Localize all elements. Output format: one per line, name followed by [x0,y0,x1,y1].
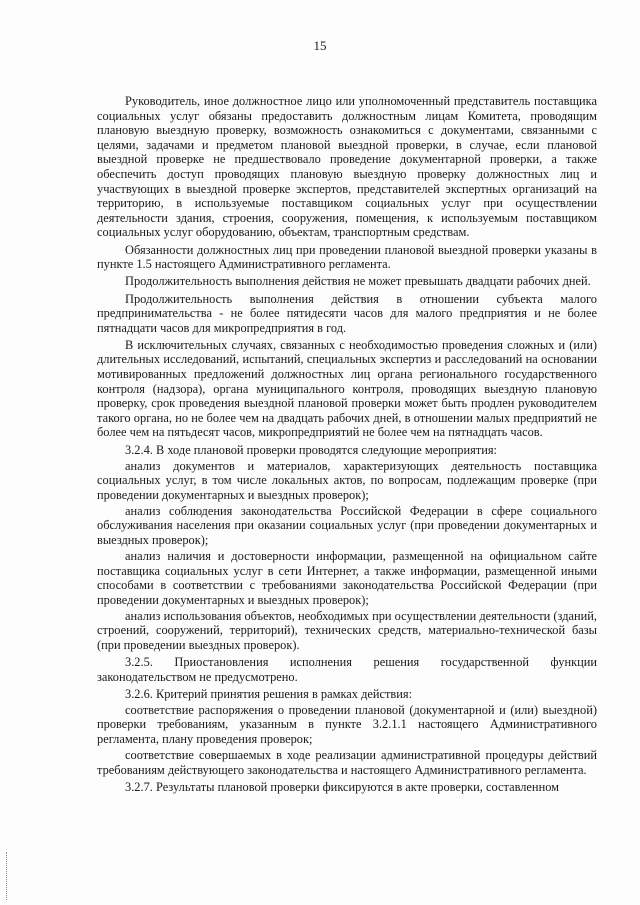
binding-edge-mark [6,852,9,900]
paragraph-exceptional-cases: В исключительных случаях, связанных с необходимостью проведения сложных и (или) длительных исследований, испытаний, специальных экспертиз и расследований на основании мотивированных предложений должностных лиц органа регионального государственного контроля (надзора), органа муниципального контроля, проводящих выездную плановую проверку, срок проведения выездной плановой проверки может быть продлен руководителем такого органа, но не более чем на двадцать рабочих дней, в отношении малых предприятий не более чем на пятьдесят часов, микропредприятий не более чем на пятнадцать часов. [97,337,597,440]
paragraph-3-2-6: 3.2.6. Критерий принятия решения в рамках действия: [125,686,413,701]
page-number: 15 [313,38,327,53]
paragraph-analysis-documents: анализ документов и материалов, характеризующих деятельность поставщика социальных услуг, в том числе локальных актов, по вопросам, подлежащим проверке (при проведении документарных и выездных проверок); [97,458,597,502]
paragraph-official-duties: Обязанности должностных лиц при проведении плановой выездной проверки указаны в пункте 1.5 настоящего Административного регламента. [97,242,597,272]
paragraph-analysis-website: анализ наличия и достоверности информации, размещенной на официальном сайте поставщика социальных услуг в сети Интернет, а также информации, размещенной иными способами в соответствии с требованиями законодательства Российской Федерации (при проведении документарных и выездных проверок); [97,548,597,607]
document-body [97,94,597,797]
paragraph-analysis-objects: анализ использования объектов, необходимых при осуществлении деятельности (зданий, строений, сооружений, территорий), технических средств, материально-технической базы (при проведении выездных проверок). [97,608,597,652]
paragraph-criterion-order: соответствие распоряжения о проведении плановой (документарной и (или) выездной) проверки требованиям, указанным в пункте 3.2.1.1 настоящего Административного регламента, плану проведения проверок; [97,702,597,747]
paragraph-small-business-duration: Продолжительность выполнения действия в отношении субъекта малого предпринимательства - не более пятидесяти часов для малого предприятия и не более пятнадцати часов для микропредприятия в год. [97,291,597,335]
paragraph-analysis-legislation: анализ соблюдения законодательства Российской Федерации в сфере социального обслуживания населения при оказании социальных услуг (при проведении документарных и выездных проверок); [97,503,597,547]
paragraph-access-obligations: Руководитель, иное должностное лицо или уполномоченный представитель поставщика социальных услуг обязаны предоставить должностным лицам Комитета, проводящим плановую выездную проверку, возможность ознакомиться с документами, связанными с целями, задачами и предметом плановой выездной проверки, в случае, если плановой выездной проверке не предшествовало проведение документарной проверки, а также обеспечить доступ проводящих плановую выездную проверку должностных лиц и участвующих в выездной проверке экспертов, представителей экспертных организаций на территорию, в используемые поставщиком социальных услуг при осуществлении деятельности здания, строения, сооружения, помещения, к используемым поставщиком социальных услуг оборудованию, объектам, транспортным средствам. [97,94,597,240]
paragraph-3-2-7: 3.2.7. Результаты плановой проверки фиксируются в акте проверки, составленном [125,779,559,794]
paragraph-duration: Продолжительность выполнения действия не может превышать двадцати рабочих дней. [125,274,591,289]
paragraph-3-2-5: 3.2.5. Приостановления исполнения решения государственной функции законодательством не предусмотрено. [97,655,597,684]
paragraph-criterion-actions: соответствие совершаемых в ходе реализации административной процедуры действий требованиям действующего законодательства и настоящего Административного регламента. [97,748,597,777]
paragraph-3-2-4: 3.2.4. В ходе плановой проверки проводятся следующие мероприятия: [125,442,497,457]
